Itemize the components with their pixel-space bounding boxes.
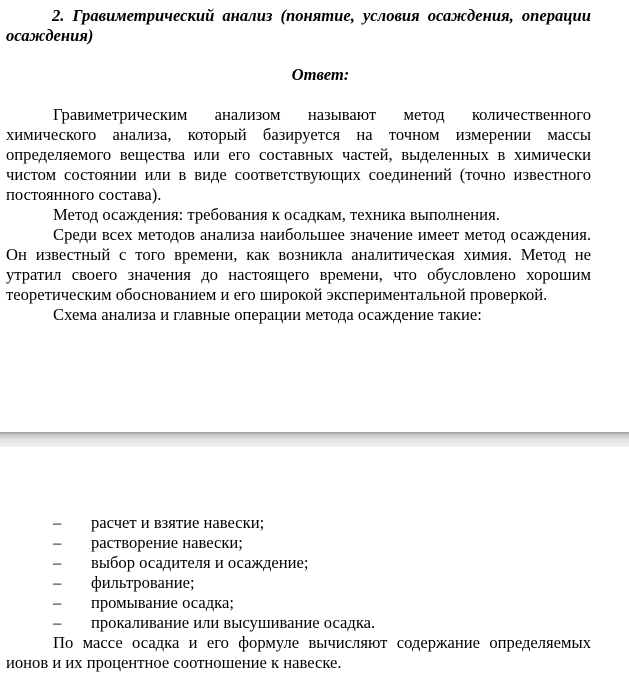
list-item [6,533,591,553]
page-separator [0,432,629,447]
step-text: растворение навески; [91,533,243,552]
step-text: расчет и взятие навески; [91,513,265,532]
list-item [6,553,591,573]
answer-label: Ответ: [291,65,350,84]
list-dash: – [53,573,62,592]
operations-list [6,513,591,673]
paragraph-history: Среди всех методов анализа наибольшее значение имеет метод осаждения. Он известный с того времени, как возникла аналитическая химия. Метод не утратил своего значения до настоящего времени, что обусловлено хорошим теоретическим обоснованием и его широкой экспериментальной проверкой. [6,225,591,304]
list-dash: – [53,593,62,612]
list-item [6,513,591,533]
step-text: прокаливание или высушивание осадка. [91,613,376,632]
list-dash: – [53,513,62,532]
paragraph-conclusion: По массе осадка и его формуле вычисляют содержание определяемых ионов и их процентное соотношение к навеске. [6,633,591,672]
step-text: выбор осадителя и осаждение; [91,553,309,572]
list-dash: – [53,533,62,552]
paragraph-definition: Гравиметрическим анализом называют метод количественного химического анализа, который базируется на точном измерении массы определяемого вещества или его составных частей, выделенных в химически чистом состоянии или в виде соответствующих соединений (точно известного постоянного состава). [6,105,591,204]
step-text: промывание осадка; [91,593,234,612]
document-page-2 [0,447,629,681]
answer-body [6,105,591,325]
list-item [6,573,591,593]
heading-number: 2. [52,6,65,25]
question-heading [6,6,591,46]
list-item [6,613,591,633]
paragraph-method: Метод осаждения: требования к осадкам, техника выполнения. [53,205,500,224]
paragraph-scheme-intro: Схема анализа и главные операции метода осаждение такие: [53,305,482,324]
step-text: фильтрование; [91,573,195,592]
list-dash: – [53,613,62,632]
list-item [6,593,591,613]
list-dash: – [53,553,62,572]
heading-text: Гравиметрический анализ (понятие, условия осаждения, операции осаждения) [6,6,591,45]
